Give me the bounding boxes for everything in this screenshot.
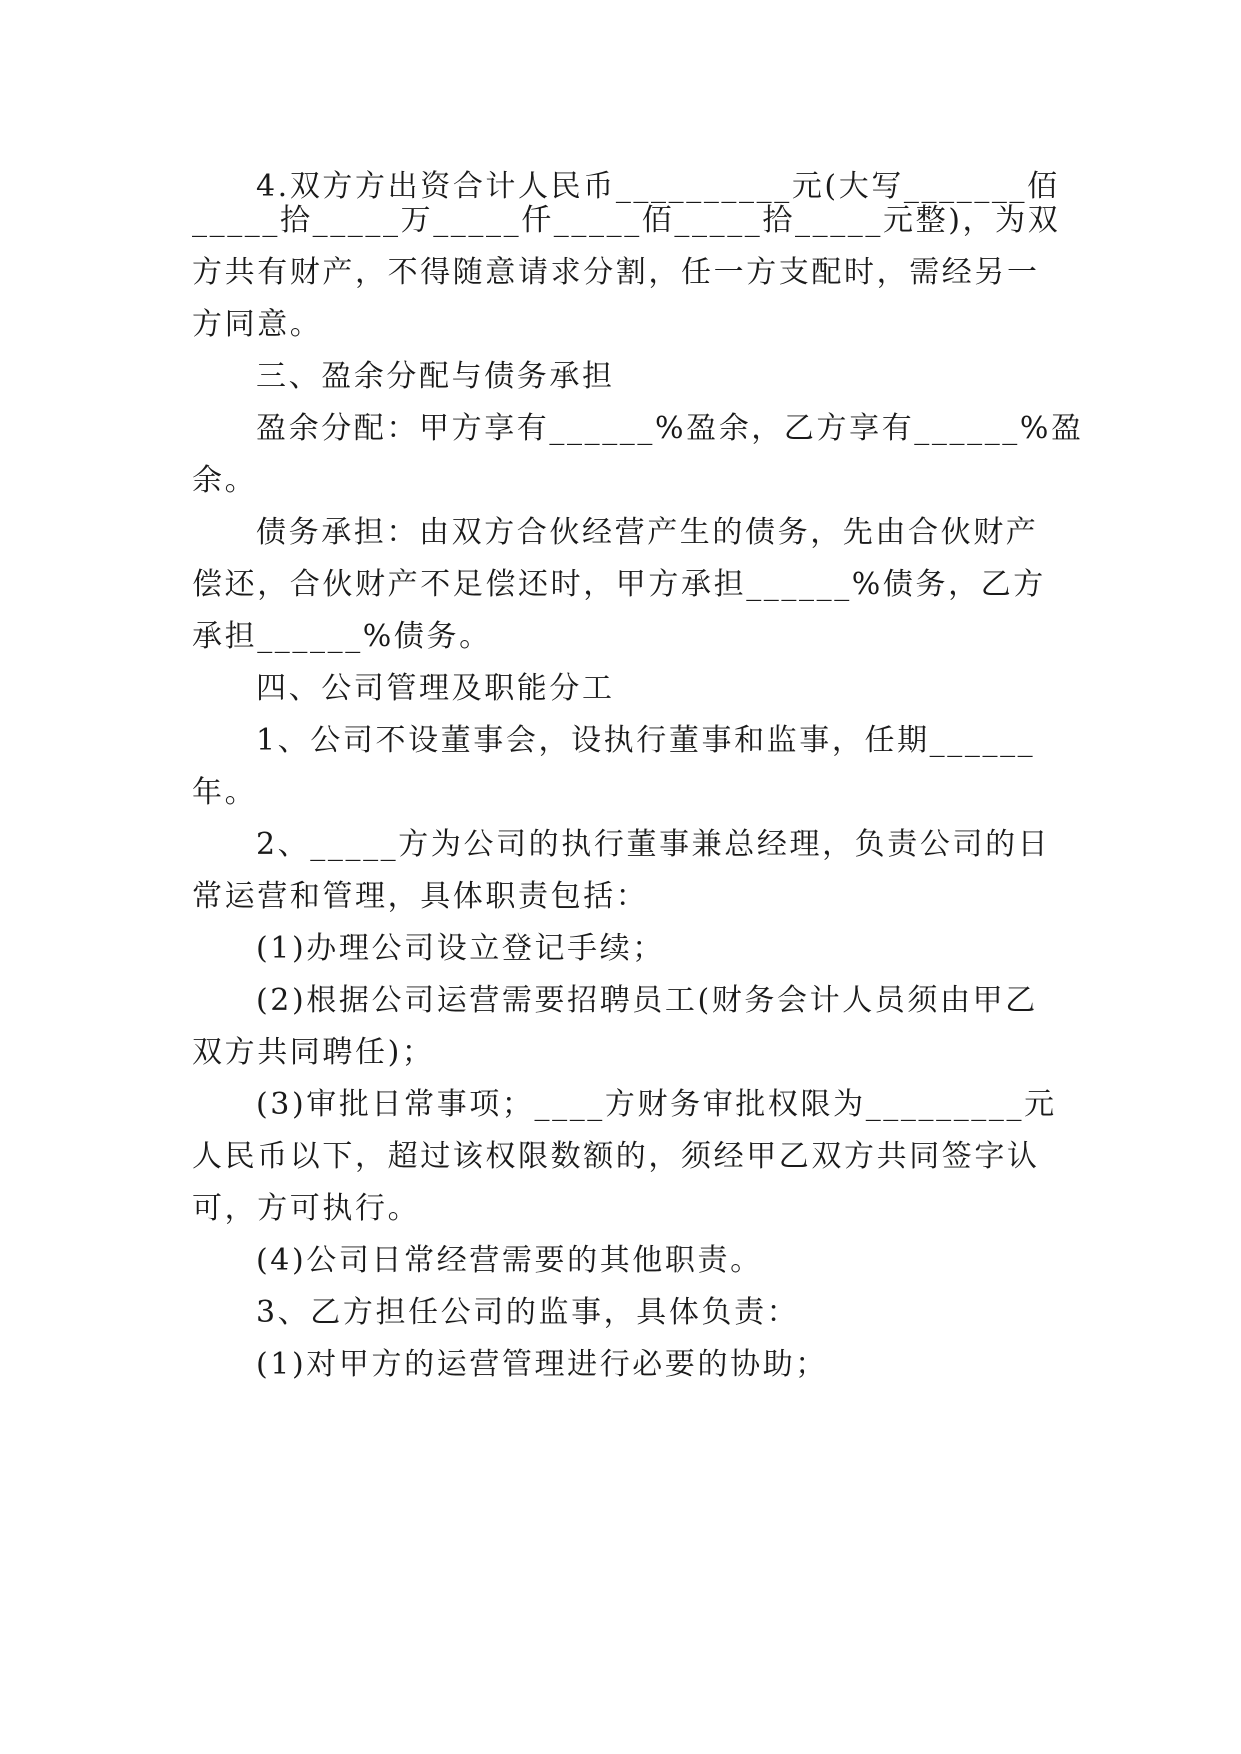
section-heading: 三、盈余分配与债务承担 xyxy=(256,359,615,394)
section-heading: 四、公司管理及职能分工 xyxy=(256,671,615,706)
text-line: 常运营和管理，具体职责包括： xyxy=(192,879,649,914)
text-line: 偿还，合伙财产不足偿还时，甲方承担______%债务，乙方 xyxy=(192,567,1046,602)
text-line: (1)对甲方的运营管理进行必要的协助； xyxy=(256,1347,828,1382)
text-line: 年。 xyxy=(192,775,258,810)
text-line: (4)公司日常经营需要的其他职责。 xyxy=(256,1243,763,1278)
text-line: 3、乙方担任公司的监事，具体负责： xyxy=(256,1295,800,1330)
text-line: 盈余分配：甲方享有______%盈余，乙方享有______%盈 xyxy=(256,411,1084,446)
text-line: 双方共同聘任)； xyxy=(192,1035,435,1070)
text-line: (2)根据公司运营需要招聘员工(财务会计人员须由甲乙 xyxy=(256,983,1038,1018)
text-line: 方同意。 xyxy=(192,307,323,342)
text-line: (3)审批日常事项；____方财务审批权限为_________元 xyxy=(256,1087,1057,1122)
text-line: _____拾_____万_____仟_____佰_____拾_____元整)，为双 xyxy=(192,203,1061,238)
text-line: 可，方可执行。 xyxy=(192,1191,421,1226)
text-line: 1、公司不设董事会，设执行董事和监事，任期______ xyxy=(256,723,1036,758)
text-line: 债务承担：由双方合伙经营产生的债务，先由合伙财产 xyxy=(256,515,1039,550)
text-line: 方共有财产，不得随意请求分割，任一方支配时，需经另一 xyxy=(192,255,1040,290)
text-line: 承担______%债务。 xyxy=(192,619,492,654)
text-line: 人民币以下，超过该权限数额的，须经甲乙双方共同签字认 xyxy=(192,1139,1040,1174)
text-line: 2、_____方为公司的执行董事兼总经理，负责公司的日 xyxy=(256,827,1051,862)
text-line: 余。 xyxy=(192,463,258,498)
text-line: 4.双方方出资合计人民币__________元(大写_______佰 xyxy=(256,169,1060,204)
text-line: (1)办理公司设立登记手续； xyxy=(256,931,665,966)
